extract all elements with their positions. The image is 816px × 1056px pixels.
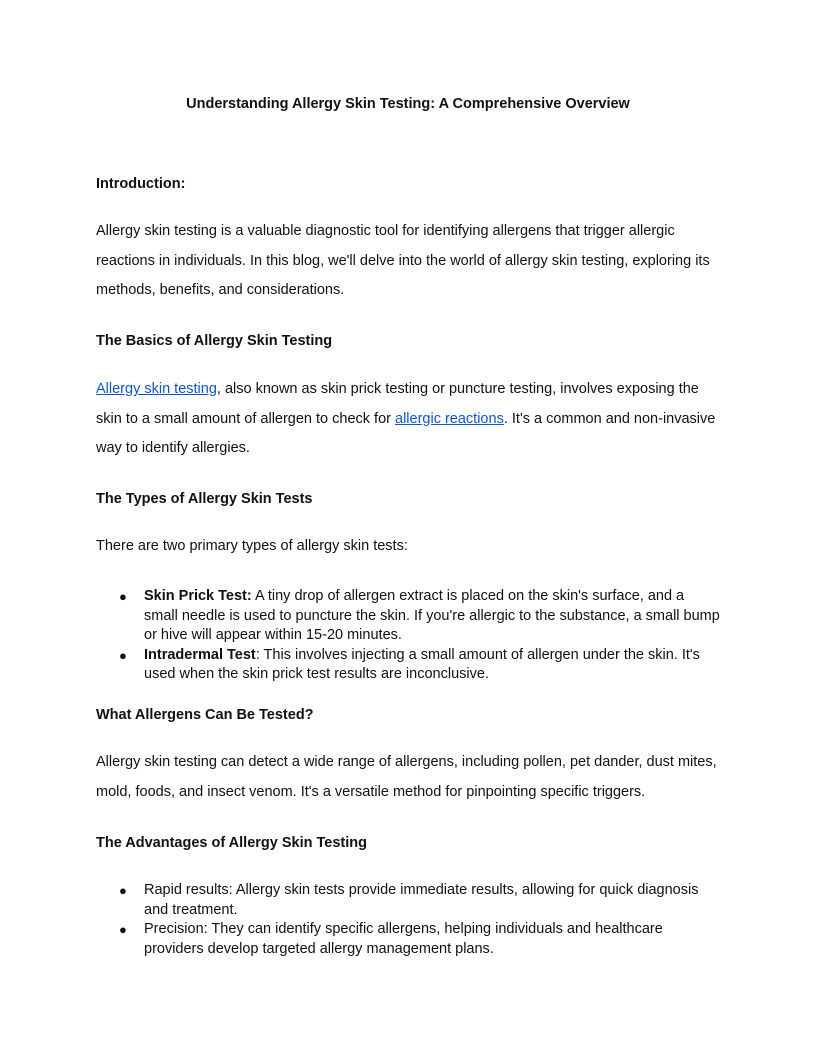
list-item-text: Rapid results: Allergy skin tests provide immediate results, allowing for quick diagnosis and treatment. bbox=[144, 882, 699, 918]
advantages-heading: The Advantages of Allergy Skin Testing bbox=[96, 835, 367, 851]
bullet-icon: ● bbox=[119, 922, 127, 937]
list-item bbox=[96, 881, 720, 920]
list-item bbox=[96, 920, 720, 959]
types-heading: The Types of Allergy Skin Tests bbox=[96, 491, 313, 507]
basics-text-1: , also known as skin prick testing or puncture testing, involves exposing the skin to a small amount of allergen to check for bbox=[96, 381, 699, 427]
intro-paragraph: Allergy skin testing is a valuable diagnostic tool for identifying allergens that trigger allergic reactions in individuals. In this blog, we'll delve into the world of allergy skin testing, exploring its methods, benefits, and considerations. bbox=[96, 223, 710, 298]
list-item-label: Intradermal Test bbox=[144, 646, 256, 663]
document-title: Understanding Allergy Skin Testing: A Comprehensive Overview bbox=[186, 96, 630, 112]
bullet-icon: ● bbox=[119, 883, 127, 898]
basics-paragraph bbox=[96, 375, 720, 464]
allergic-reactions-link[interactable]: allergic reactions bbox=[395, 410, 504, 427]
bullet-icon: ● bbox=[119, 589, 127, 604]
advantages-list bbox=[96, 881, 720, 959]
list-item bbox=[96, 646, 720, 685]
list-item bbox=[96, 587, 720, 646]
list-item-text: : This involves injecting a small amount of allergen under the skin. It's used when the skin prick test results are inconclusive. bbox=[144, 646, 700, 682]
bullet-icon: ● bbox=[119, 647, 127, 663]
allergens-heading: What Allergens Can Be Tested? bbox=[96, 707, 314, 723]
basics-text-2: . It's a common and non-invasive way to identify allergies. bbox=[96, 410, 716, 456]
types-list bbox=[96, 587, 720, 685]
allergy-skin-testing-link[interactable]: Allergy skin testing bbox=[96, 381, 217, 397]
allergens-paragraph: Allergy skin testing can detect a wide range of allergens, including pollen, pet dander, dust mites, mold, foods, and insect venom. It's a versatile method for pinpointing specific triggers. bbox=[96, 754, 717, 800]
intro-heading: Introduction: bbox=[96, 176, 186, 192]
basics-heading: The Basics of Allergy Skin Testing bbox=[96, 333, 333, 349]
list-item-label: Skin Prick Test: bbox=[144, 588, 252, 604]
list-item-text: Precision: They can identify specific allergens, helping individuals and healthcare providers develop targeted allergy management plans. bbox=[144, 921, 663, 957]
types-intro: There are two primary types of allergy skin tests: bbox=[96, 538, 408, 554]
list-item-text: A tiny drop of allergen extract is placed on the skin's surface, and a small needle is used to puncture the skin. If you're allergic to the substance, a small bump or hive will appear within 15-20 minutes. bbox=[144, 588, 720, 643]
